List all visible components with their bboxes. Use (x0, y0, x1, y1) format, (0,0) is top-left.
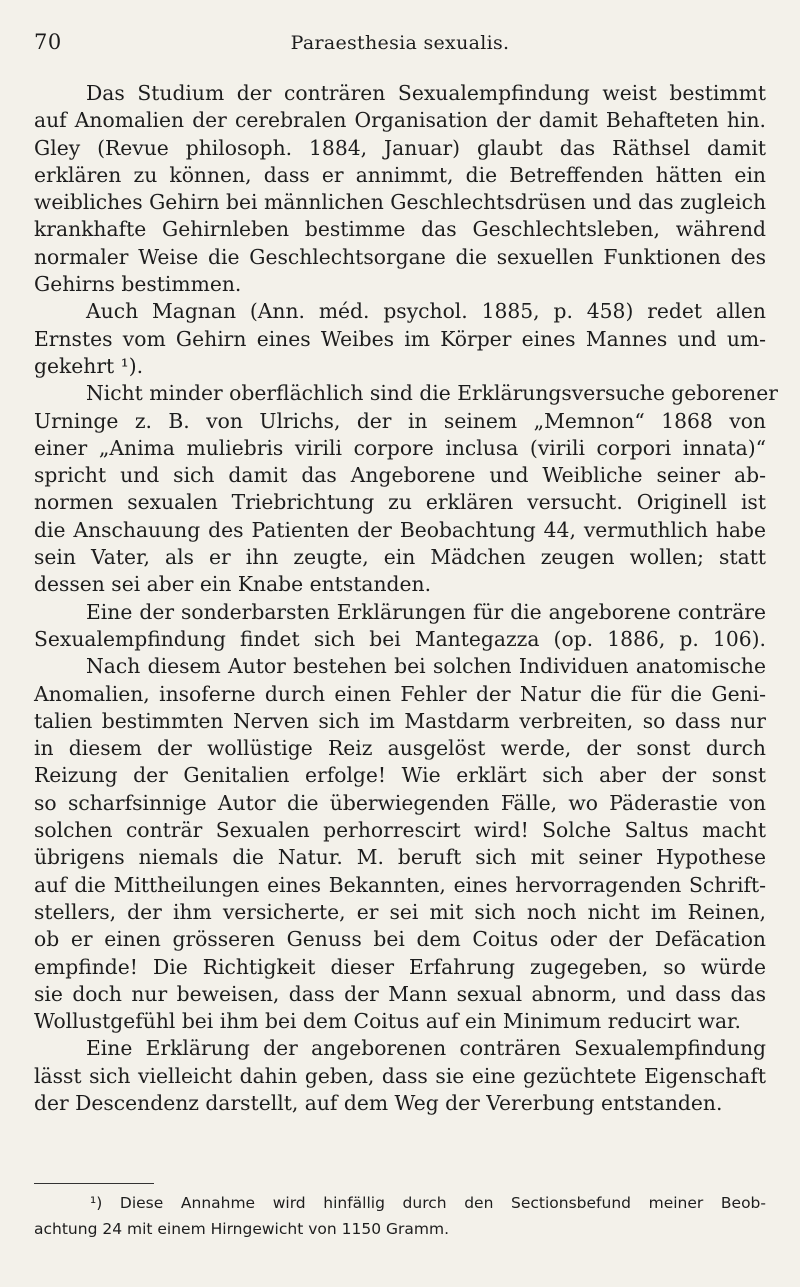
text-line: krankhafte Gehirnleben bestimme das Geschlechtsleben, während (34, 217, 766, 242)
footnote-line: achtung 24 mit einem Hirngewicht von 1150 Gramm. (34, 1220, 450, 1238)
text-line: die Anschauung des Patienten der Beobachtung 44, vermuthlich habe (34, 517, 766, 542)
page-header (34, 28, 766, 62)
text-line: Gley (Revue philosoph. 1884, Januar) glaubt das Räthsel damit (34, 135, 766, 160)
text-line: so scharfsinnige Autor die überwiegenden Fälle, wo Päderastie von (34, 790, 766, 815)
text-line: ob er einen grösseren Genuss bei dem Coitus oder der Defäcation (34, 927, 766, 952)
text-line: auf Anomalien der cerebralen Organisation der damit Behafteten hin. (34, 108, 766, 133)
text-line: Sexualempfindung findet sich bei Mantegazza (op. 1886, p. 106). (34, 626, 766, 651)
text-line: Nicht minder oberflächlich sind die Erklärungsversuche geborener (86, 381, 778, 406)
text-line: auf die Mittheilungen eines Bekannten, eines hervorragenden Schrift- (34, 872, 766, 897)
text-line: empfinde! Die Richtigkeit dieser Erfahrung zugegeben, so würde (34, 954, 766, 979)
footnote-divider (34, 1183, 154, 1184)
text-line: Eine der sonderbarsten Erklärungen für die angeborene conträre (86, 599, 766, 624)
footnote (34, 1190, 766, 1242)
text-line: Ernstes vom Gehirn eines Weibes im Körper eines Mannes und um- (34, 326, 766, 351)
text-line: Gehirns bestimmen. (34, 272, 242, 297)
text-line: Nach diesem Autor bestehen bei solchen Individuen anatomische (86, 654, 766, 679)
text-line: spricht und sich damit das Angeborene und Weibliche seiner ab- (34, 463, 766, 488)
text-line: lässt sich vielleicht dahin geben, dass sie eine gezüchtete Eigenschaft (34, 1063, 766, 1088)
text-line: der Descendenz darstellt, auf dem Weg der Vererbung entstanden. (34, 1090, 723, 1115)
text-line: Wollustgefühl bei ihm bei dem Coitus auf ein Minimum reducirt war. (34, 1009, 741, 1034)
text-line: einer „Anima muliebris virili corpore inclusa (virili corpori innata)“ (34, 435, 766, 460)
footnote-line: ¹) Diese Annahme wird hinfällig durch den Sectionsbefund meiner Beob- (90, 1194, 766, 1212)
text-line: talien bestimmten Nerven sich im Mastdarm verbreiten, so dass nur (34, 708, 766, 733)
text-line: dessen sei aber ein Knabe entstanden. (34, 572, 432, 597)
text-line: sein Vater, als er ihn zeugte, ein Mädchen zeugen wollen; statt (34, 545, 766, 570)
text-line: Das Studium der conträren Sexualempfindung weist bestimmt (86, 81, 766, 105)
body-text (34, 80, 778, 1117)
text-line: gekehrt ¹). (34, 353, 144, 378)
text-line: sie doch nur beweisen, dass der Mann sexual abnorm, und dass das (34, 981, 766, 1006)
page-number: 70 (34, 30, 62, 54)
text-line: Reizung der Genitalien erfolge! Wie erklärt sich aber der sonst (34, 763, 766, 788)
text-line: Auch Magnan (Ann. méd. psychol. 1885, p. 458) redet allen (86, 299, 766, 324)
text-line: solchen conträr Sexualen perhorrescirt wird! Solche Saltus macht (34, 818, 766, 843)
text-line: normen sexualen Triebrichtung zu erklären versucht. Originell ist (34, 490, 766, 515)
running-title: Paraesthesia sexualis. (290, 32, 510, 54)
text-line: Anomalien, insoferne durch einen Fehler der Natur die für die Geni- (34, 681, 766, 706)
text-line: Urninge z. B. von Ulrichs, der in seinem „Memnon“ 1868 von (34, 408, 766, 433)
text-line: erklären zu können, dass er annimmt, die Betreffenden hätten ein (34, 162, 766, 187)
text-line: übrigens niemals die Natur. M. beruft sich mit seiner Hypothese (34, 845, 766, 870)
text-line: in diesem der wollüstige Reiz ausgelöst werde, der sonst durch (34, 736, 766, 761)
text-line: stellers, der ihm versicherte, er sei mit sich noch nicht im Reinen, (34, 899, 766, 924)
text-line: normaler Weise die Geschlechtsorgane die sexuellen Funktionen des (34, 244, 766, 269)
text-line: weibliches Gehirn bei männlichen Geschlechtsdrüsen und das zugleich (34, 190, 767, 215)
text-line: Eine Erklärung der angeborenen conträren Sexualempfindung (86, 1036, 766, 1061)
